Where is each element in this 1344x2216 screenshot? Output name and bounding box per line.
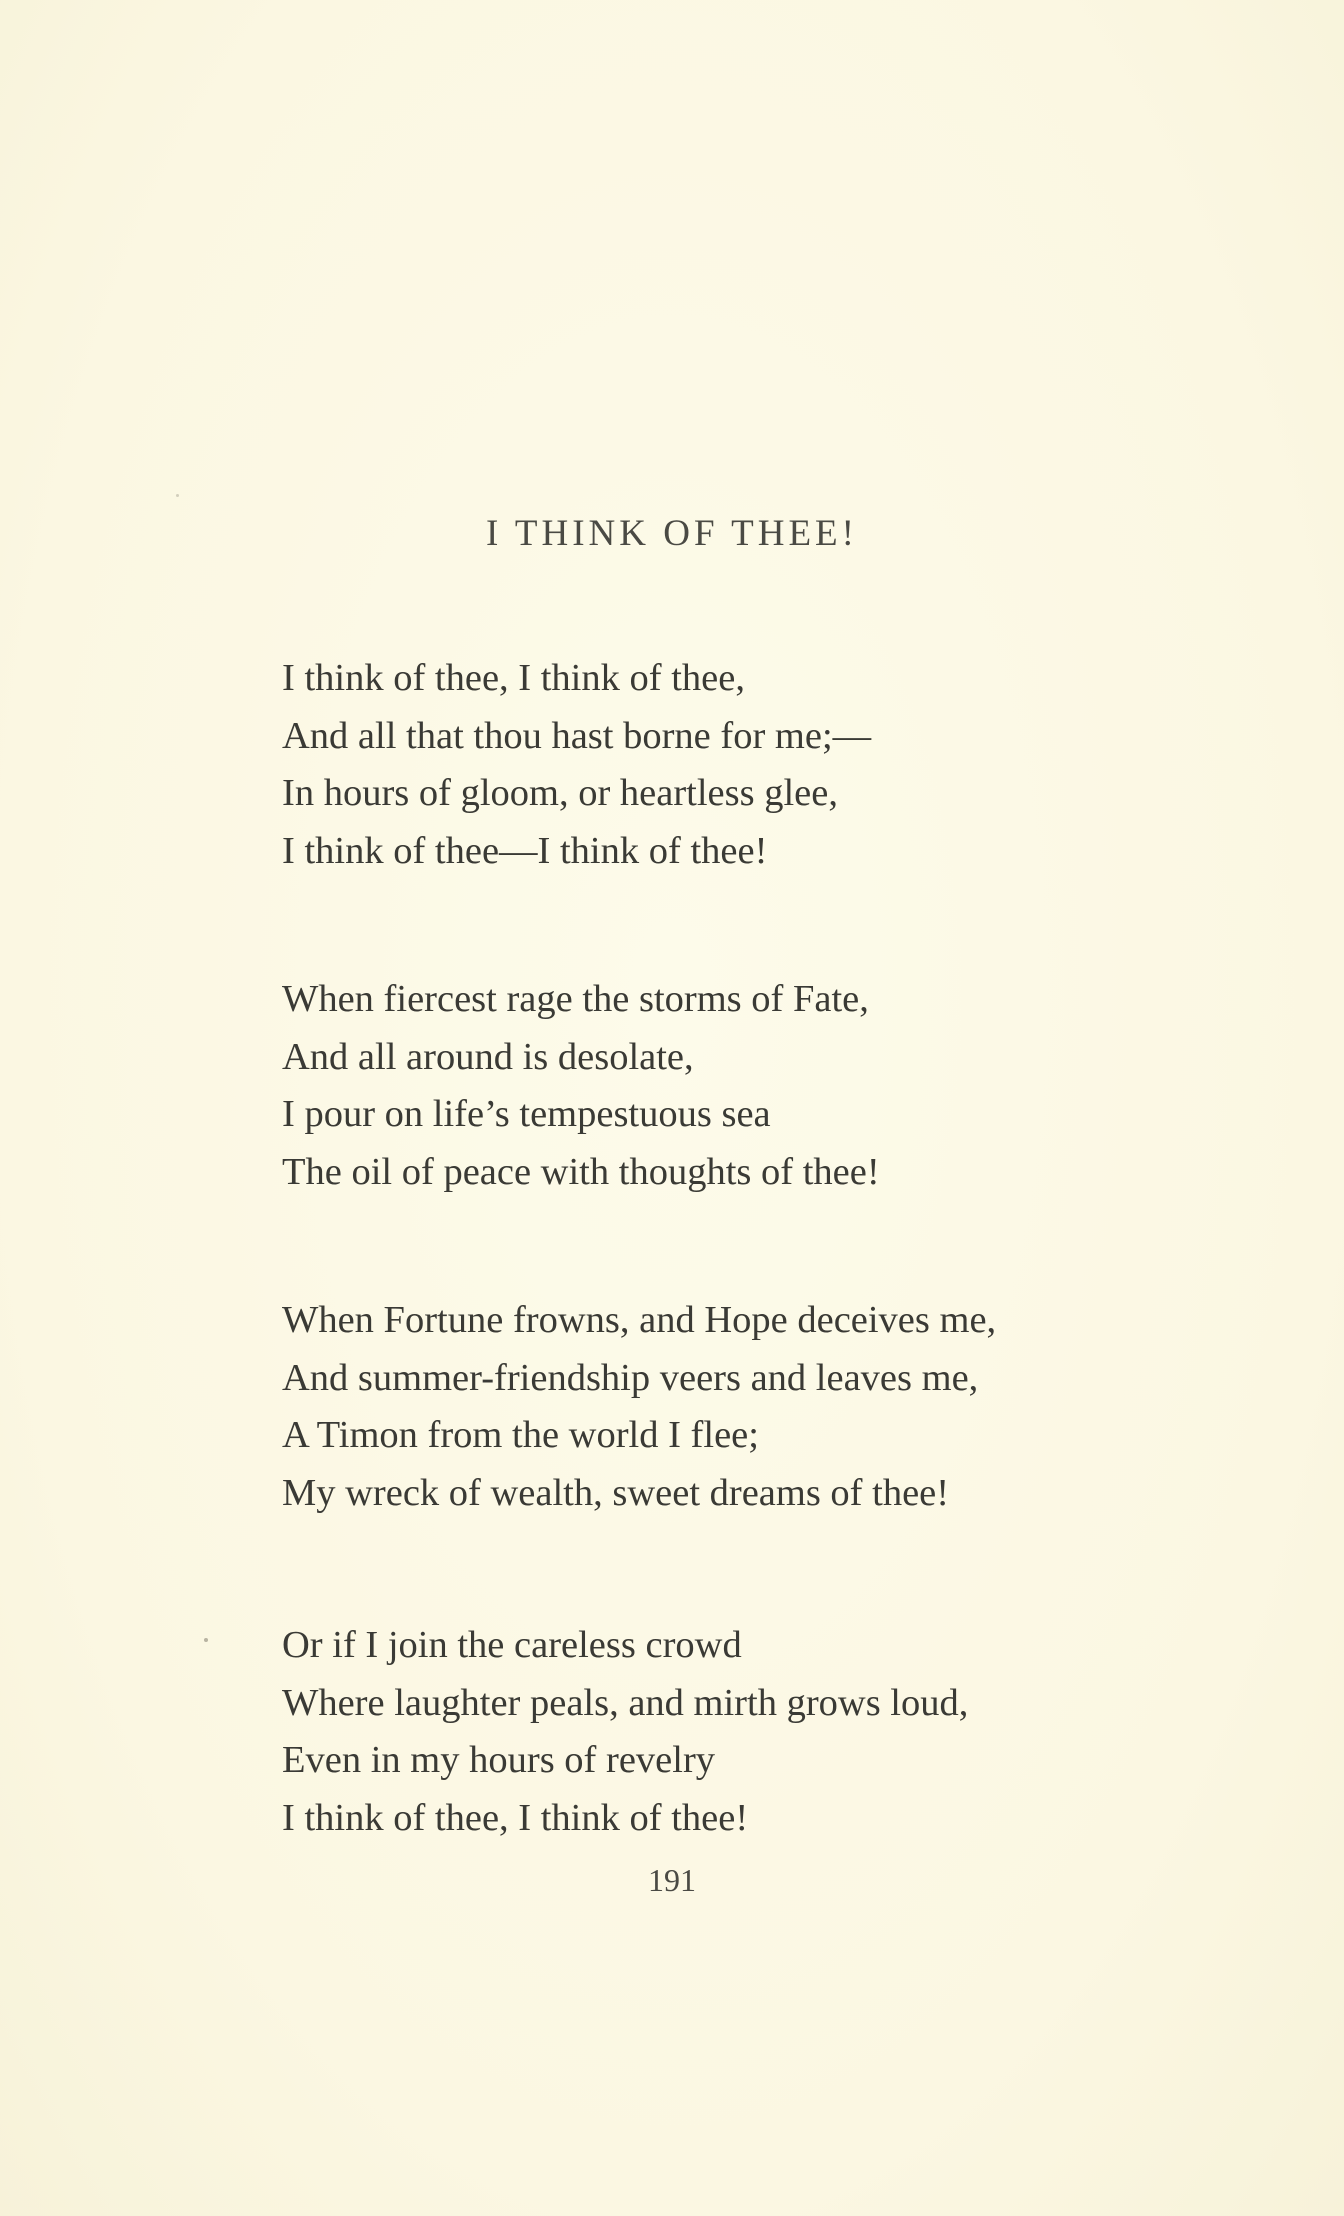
verse-line: Or if I join the careless crowd <box>282 1624 742 1666</box>
stanza-4 <box>282 1617 1282 1847</box>
verse-line: And summer-friendship veers and leaves me, <box>282 1356 979 1399</box>
verse-line: I think of thee, I think of thee! <box>282 1796 749 1839</box>
verse-line: When fiercest rage the storms of Fate, <box>282 978 869 1020</box>
verse-line: In hours of gloom, or heartless glee, <box>282 772 838 814</box>
stanza-3 <box>282 1292 1282 1522</box>
paper-speck <box>176 494 179 497</box>
poem-title: I THINK OF THEE! <box>486 513 858 554</box>
verse-line: Where laughter peals, and mirth grows loud, <box>282 1681 969 1724</box>
verse-line: And all that thou hast borne for me;— <box>282 714 872 757</box>
verse-line: I think of thee, I think of thee, <box>282 657 745 699</box>
verse-line: I pour on life’s tempestuous sea <box>282 1093 771 1135</box>
verse-line: When Fortune frowns, and Hope deceives me, <box>282 1299 997 1341</box>
verse-line: A Timon from the world I flee; <box>282 1414 759 1456</box>
verse-line: And all around is desolate, <box>282 1035 694 1078</box>
page-number: 191 <box>648 1862 696 1898</box>
verse-line: Even in my hours of revelry <box>282 1739 716 1781</box>
verse-line: The oil of peace with thoughts of thee! <box>282 1150 880 1193</box>
stanza-1 <box>282 650 1282 880</box>
verse-line: I think of thee—I think of thee! <box>282 829 768 872</box>
verse-line: My wreck of wealth, sweet dreams of thee! <box>282 1471 950 1514</box>
paper-speck <box>204 1638 208 1642</box>
stanza-2 <box>282 971 1282 1201</box>
